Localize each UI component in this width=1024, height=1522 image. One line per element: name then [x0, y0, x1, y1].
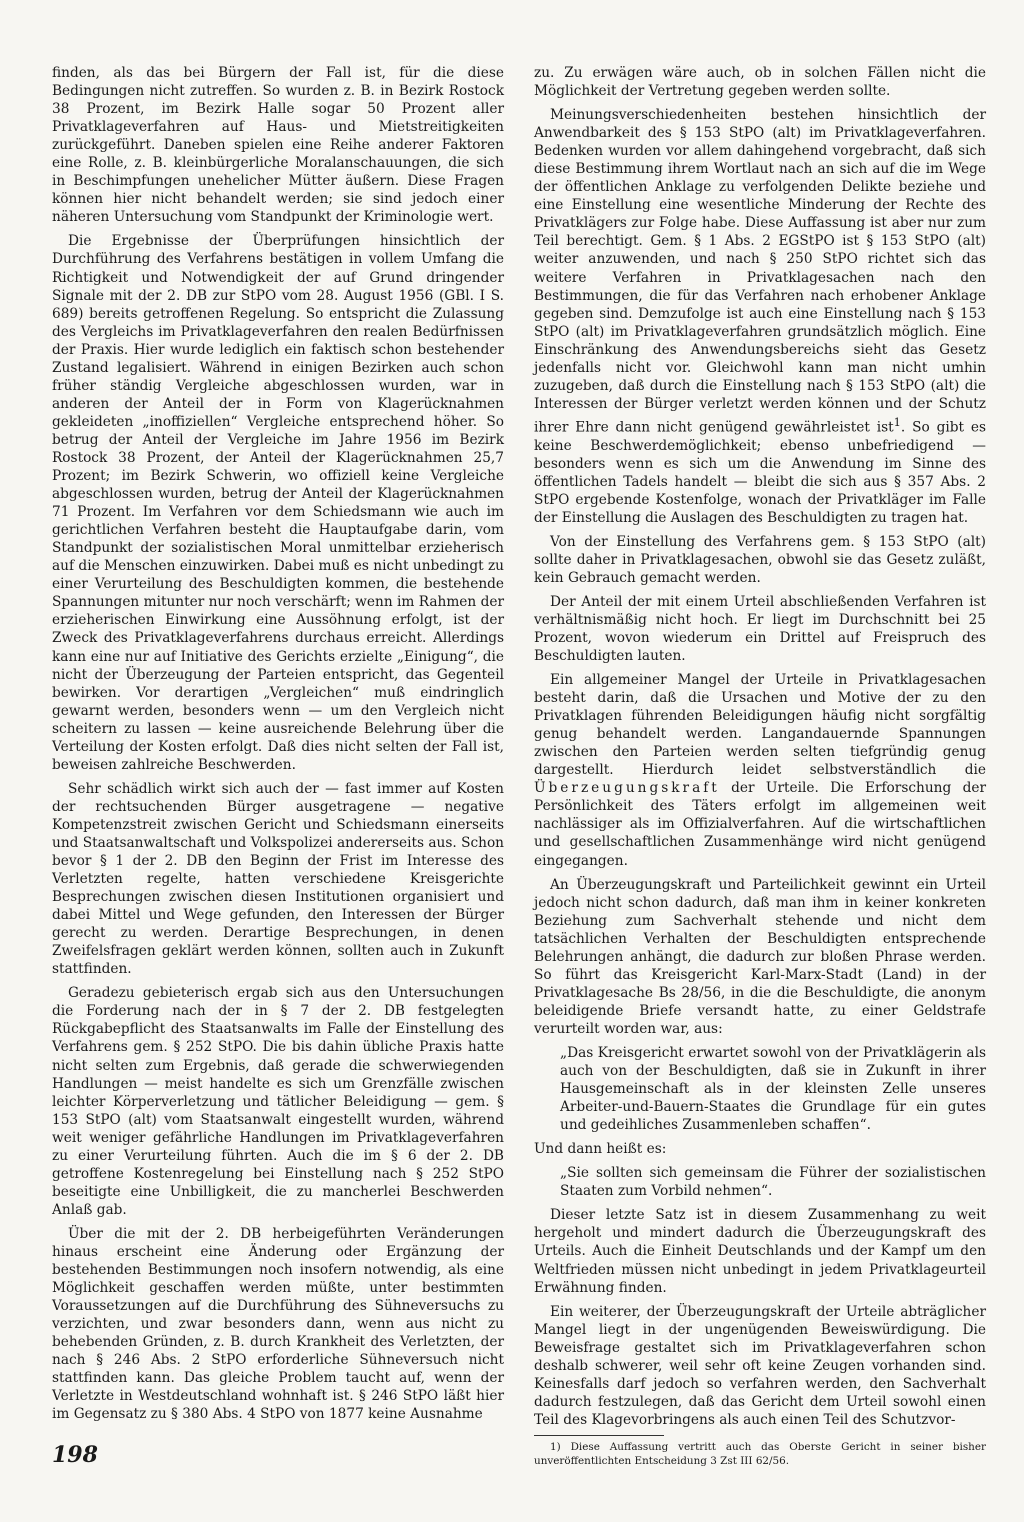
footnote-reference: 1	[893, 414, 901, 429]
footnote	[534, 1440, 986, 1468]
paragraph: Der Anteil der mit einem Urteil abschließenden Verfahren ist verhältnismäßig nicht hoch. Er liegt im Durchschnitt bei 25 Prozent, wovon wiederum ein Drittel auf Freispruch des Beschuldigten lauten.	[534, 593, 986, 665]
block-quote: „Das Kreisgericht erwartet sowohl von der Privatklägerin als auch von der Beschuldigten, daß sie in Zukunft in ihrer Hausgemeinschaft als in der kleinsten Zelle unseres Arbeiter-und-Bauern-Staates die Grundlage für ein gutes und gedeihliches Zusammenleben schaffen“.	[560, 1045, 986, 1134]
paragraph: Geradezu gebieterisch ergab sich aus den Untersuchungen die Forderung nach der in § 7 der 2. DB festgelegten Rückgabepflicht des Staatsanwalts im Falle der Einstellung des Verfahrens gem. § 252 StPO. Die bis dahin übliche Praxis hatte nicht selten zum Ergebnis, daß gerade die schwerwiegenden Handlungen — meist handelte es sich um Grenzfälle zwischen leichter Körperverletzung und tätlicher Beleidigung — gem. § 153 StPO (alt) vom Staatsanwalt eingestellt wurden, während weit weniger gefährliche Handlungen im Privatklageverfahren zu einer Verurteilung führten. Auch die im § 6 der 2. DB getroffene Kostenregelung bei Einstellung nach § 252 StPO beseitigte eine Unbilligkeit, die zu mancherlei Beschwerden Anlaß gab.	[52, 985, 504, 1218]
emphasized-word: Überzeugungskraft	[534, 780, 720, 797]
paragraph: Sehr schädlich wirkt sich auch der — fast immer auf Kosten der rechtsuchenden Bürger ausgetragene — negative Kompetenzstreit zwischen Gericht und Schiedsmann einerseits und Staatsanwaltschaft und Volkspolizei andererseits aus. Schon bevor § 1 der 2. DB den Beginn der Frist im Interesse des Verletzten regelte, hatten verschiedene Kreisgerichte Besprechungen zwischen diesen Institutionen organisiert und dabei Mittel und Wege gefunden, den Interessen der Bürger gerecht zu werden. Derartige Besprechungen, in denen Zweifelsfragen geklärt werden können, sollten auch in Zukunft stattfinden.	[52, 780, 504, 978]
paragraph	[534, 106, 986, 527]
paragraph	[534, 671, 986, 870]
paragraph: An Überzeugungskraft und Parteilichkeit gewinnt ein Urteil jedoch nicht schon dadurch, daß man ihm in keiner konkreten Beziehung zum Sachverhalt stehende und nicht dem tatsächlichen Verhalten der Beschuldigten entsprechende Belehrungen anhängt, die dadurch zur bloßen Phrase werden. So führt das Kreisgericht Karl-Marx-Stadt (Land) in der Privatklagesache Bs 28/56, in die die Beschuldigte, die anonym beleidigende Briefe versandt hatte, zu einer Geldstrafe verurteilt worden war, aus:	[534, 876, 986, 1037]
footnote-text: Diese Auffassung vertritt auch das Oberste Gericht in seiner bisher unveröffentlichten Entscheidung 3 Zst III 62/56.	[534, 1440, 986, 1467]
footnote-mark: 1)	[550, 1440, 561, 1453]
footnote-divider	[534, 1435, 664, 1436]
paragraph-text: der Urteile. Die Erforschung der Persönlichkeit des Täters erfolgt im allgemeinen weit nachlässiger als im Offizialverfahren. Auf die wirtschaftlichen und gesellschaftlichen Zusammenhänge wird nicht genügend eingegangen.	[534, 780, 986, 869]
paragraph-text: . So gibt es keine Beschwerdemöglichkeit; ebenso unbefriedigend — besonders wenn es sich um die Anwendung im Sinne des öffentlichen Tadels handelt — bleibt die sich aus § 357 Abs. 2 StPO ergebende Kostenfolge, wonach der Privatkläger im Falle der Einstellung die Auslagen des Beschuldigten zu tragen hat.	[534, 419, 986, 526]
paragraph: Über die mit der 2. DB herbeigeführten Veränderungen hinaus erscheint eine Änderung oder Ergänzung der bestehenden Bestimmungen noch insofern notwendig, als eine Möglichkeit geschaffen werden müßte, unter bestimmten Voraussetzungen auf die Durchführung des Sühneversuchs zu verzichten, und zwar besonders dann, wenn aus nicht zu behebenden Gründen, z. B. durch Krankheit des Verletzten, der nach § 246 Abs. 2 StPO erforderliche Sühneversuch nicht stattfinden kann. Das gleiche Problem taucht auf, wenn der Verletzte in Westdeutschland wohnhaft ist. § 246 StPO läßt hier im Gegensatz zu § 380 Abs. 4 StPO von 1877 keine Ausnahme	[52, 1225, 504, 1423]
paragraph: Von der Einstellung des Verfahrens gem. § 153 StPO (alt) sollte daher in Privatklagesachen, obwohl sie das Gesetz zuläßt, kein Gebrauch gemacht werden.	[534, 533, 986, 586]
paragraph-text: Meinungsverschiedenheiten bestehen hinsichtlich der Anwendbarkeit des § 153 StPO (alt) im Privatklageverfahren. Bedenken wurden vor allem dahingehend vorgebracht, daß sich diese Bestimmung ihrem Wortlaut nach an sich auf die im Wege der öffentlichen Anklage zu verfolgenden Delikte beziehe und eine Einstellung eine wesentliche Minderung der Rechte des Privatklägers zur Folge habe. Diese Auffassung ist aber nur zum Teil berechtigt. Gem. § 1 Abs. 2 EGStPO ist § 153 StPO (alt) weiter anzuwenden, und nach § 250 StPO richtet sich das weitere Verfahren in Privatklagesachen nach den Bestimmungen, die für das Verfahren nach erhobener Anklage gegeben sind. Demzufolge ist auch eine Einstellung nach § 153 StPO (alt) im Privatklageverfahren grundsätzlich möglich. Eine Einschränkung des Anwendungsbereichs sieht das Gesetz jedenfalls nicht vor. Gleichwohl kann man nicht umhin zuzugeben, daß durch die Einstellung nach § 153 StPO (alt) die Interessen der Bürger verletzt werden können und der Schutz ihrer Ehre dann nicht genügend gewährleistet ist	[534, 107, 986, 436]
paragraph: Dieser letzte Satz ist in diesem Zusammenhang zu weit hergeholt und mindert dadurch die Überzeugungskraft des Urteils. Auch die Einheit Deutschlands und der Kampf um den Weltfrieden müssen nicht unbedingt in jedem Privatklageurteil Erwähnung finden.	[534, 1207, 986, 1296]
left-column	[52, 64, 504, 1429]
paragraph: Und dann heißt es:	[534, 1141, 667, 1158]
paragraph: finden, als das bei Bürgern der Fall ist, für die diese Bedingungen nicht zutreffen. So wurden z. B. in Bezirk Rostock 38 Prozent, im Bezirk Halle sogar 50 Prozent aller Privatklageverfahren auf Haus- und Mietstreitigkeiten zurückgeführt. Daneben spielen eine Reihe anderer Faktoren eine Rolle, z. B. kleinbürgerliche Moralanschauungen, die sich in Beschimpfungen unehelicher Mütter äußern. Diese Fragen können hier nicht behandelt werden; sie sind jedoch einer näheren Untersuchung vom Standpunkt der Kriminologie wert.	[52, 65, 504, 226]
paragraph: Ein weiterer, der Überzeugungskraft der Urteile abträglicher Mangel liegt in der ungenügenden Beweiswürdigung. Die Beweisfrage gestaltet sich im Privatklageverfahren schon deshalb schwerer, weil sehr oft keine Zeugen vorhanden sind. Keinesfalls darf jedoch so verfahren werden, den Sachverhalt dadurch festzulegen, daß das Gericht dem Urteil sowohl einen Teil des Klagevorbringens als auch einen Teil des Schutzvor-	[534, 1303, 986, 1428]
paragraph: zu. Zu erwägen wäre auch, ob in solchen Fällen nicht die Möglichkeit der Vertretung gegeben werden sollte.	[534, 65, 986, 100]
paragraph: Die Ergebnisse der Überprüfungen hinsichtlich der Durchführung des Verfahrens bestätigen in vollem Umfang die Richtigkeit und Notwendigkeit der auf Grund dringender Signale mit der 2. DB zur StPO vom 28. August 1956 (GBl. I S. 689) bereits getroffenen Regelung. So entspricht die Zulassung des Vergleichs im Privatklageverfahren den realen Bedürfnissen der Praxis. Hier wurde lediglich ein faktisch schon bestehender Zustand legalisiert. Während in einigen Bezirken auch schon früher ständig Vergleiche abgeschlossen wurden, war in anderen der Anteil der in Form von Klagerücknahmen gekleideten „inoffiziellen“ Vergleiche entsprechend höher. So betrug der Anteil der Vergleiche im Jahre 1956 im Bezirk Rostock 38 Prozent, der Anteil der Klagerücknahmen 25,7 Prozent; im Bezirk Schwerin, wo offiziell keine Vergleiche abgeschlossen wurden, betrug der Anteil der Klagerücknahmen 71 Prozent. Im Verfahren vor dem Schiedsmann wie auch im gerichtlichen Verfahren besteht die Hauptaufgabe darin, vom Standpunkt der sozialistischen Moral unmittelbar erzieherisch auf die Menschen einzuwirken. Dabei muß es nicht unbedingt zu einer Verurteilung des Beschuldigten kommen, die bestehende Spannungen mitunter nur noch verschärft; wenn im Rahmen der erzieherischen Einwirkung eine Aussöhnung erfolgt, ist der Zweck des Privatklageverfahrens durchaus erreicht. Allerdings kann eine nur auf Initiative des Gerichts erzielte „Einigung“, die nicht der Überzeugung der Parteien entspricht, das Gegenteil bewirken. Vor derartigen „Vergleichen“ muß eindringlich gewarnt werden, besonders wenn — um den Vergleich nicht scheitern zu lassen — keine ausreichende Belehrung über die Verteilung der Kosten erfolgt. Daß dies nicht selten der Fall ist, beweisen zahlreiche Beschwerden.	[52, 233, 504, 773]
page-number: 198	[52, 1442, 98, 1468]
block-quote: „Sie sollten sich gemeinsam die Führer der sozialistischen Staaten zum Vorbild nehmen“.	[560, 1165, 986, 1200]
paragraph-text: Ein allgemeiner Mangel der Urteile in Privatklagesachen besteht darin, daß die Ursachen und Motive der zu den Privatklagen führenden Beleidigungen häufig nicht sorgfältig genug behandelt werden. Langandauernde Spannungen zwischen den Parteien werden selten tiefgründig genug dargestellt. Hierdurch leidet selbstverständlich die	[534, 672, 986, 779]
right-column	[534, 64, 986, 1474]
